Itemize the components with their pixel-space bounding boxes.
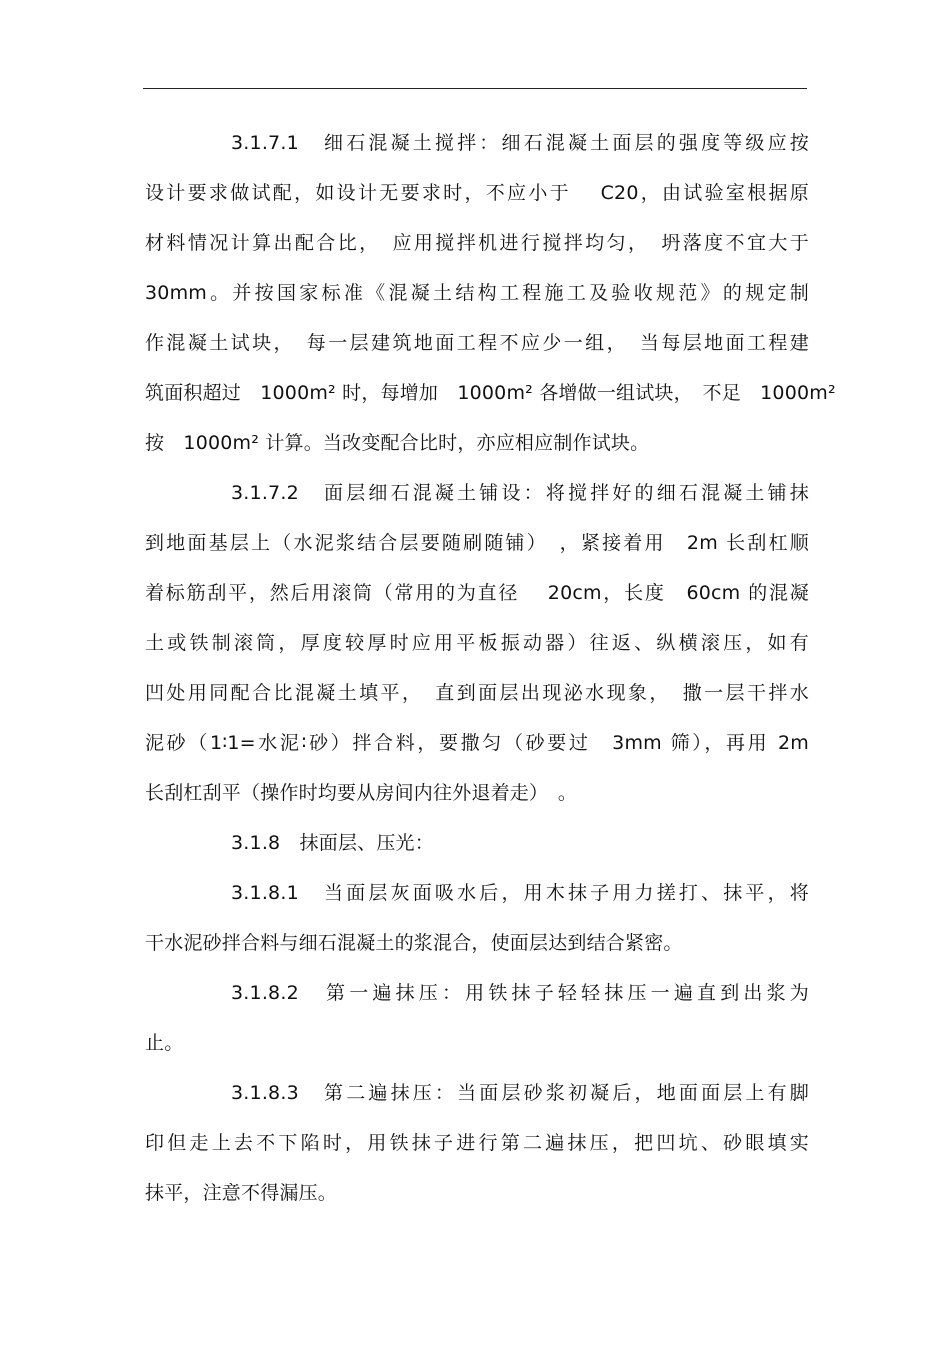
text-line: 3.1.8.2 第一遍抹压：用铁抹子轻轻抹压一遍直到出浆为 — [231, 982, 809, 1004]
text-line: 泥砂（1∶1=水泥∶砂）拌合料，要撒匀（砂要过 3mm 筛），再用 2m — [145, 732, 809, 754]
header-rule — [143, 88, 807, 89]
text-line: 到地面基层上（水泥浆结合层要随刷随铺） ，紧接着用 2m 长刮杠顺 — [145, 532, 809, 554]
text-line: 30mm。并按国家标准《混凝土结构工程施工及验收规范》的规定制 — [145, 282, 809, 304]
text-line: 筑面积超过 1000m² 时，每增加 1000m² 各增做一组试块， 不足 1000m² — [145, 382, 836, 404]
text-line: 设计要求做试配，如设计无要求时，不应小于 C20，由试验室根据原 — [145, 182, 809, 204]
text-line: 作混凝土试块， 每一层建筑地面工程不应少一组， 当每层地面工程建 — [145, 332, 809, 354]
text-line: 3.1.7.2 面层细石混凝土铺设：将搅拌好的细石混凝土铺抹 — [231, 482, 809, 504]
text-line: 按 1000m² 计算。当改变配合比时，亦应相应制作试块。 — [145, 432, 650, 454]
text-line: 3.1.8.3 第二遍抹压：当面层砂浆初凝后，地面面层上有脚 — [231, 1082, 809, 1104]
text-line: 3.1.7.1 细石混凝土搅拌：细石混凝土面层的强度等级应按 — [231, 132, 809, 154]
text-line: 3.1.8 抹面层、压光： — [231, 832, 434, 854]
document-body — [145, 118, 836, 1218]
text-line: 止。 — [145, 1032, 184, 1054]
text-line: 长刮杠刮平（操作时均要从房间内往外退着走） 。 — [145, 782, 578, 804]
text-line: 着标筋刮平，然后用滚筒（常用的为直径 20cm，长度 60cm 的混凝 — [145, 582, 809, 604]
text-line: 凹处用同配合比混凝土填平， 直到面层出现泌水现象， 撒一层干拌水 — [145, 682, 809, 704]
paragraph-p-3-1-7-2 — [145, 468, 809, 818]
text-line: 材料情况计算出配合比， 应用搅拌机进行搅拌均匀， 坍落度不宜大于 — [145, 232, 809, 254]
text-line: 抹平，注意不得漏压。 — [145, 1182, 338, 1204]
paragraph-p-3-1-8-2 — [145, 968, 809, 1068]
paragraph-p-3-1-8-1 — [145, 868, 809, 968]
text-line: 印但走上去不下陷时，用铁抹子进行第二遍抹压，把凹坑、砂眼填实 — [145, 1132, 809, 1154]
paragraph-p-3-1-7-1 — [145, 118, 836, 468]
text-line: 土或铁制滚筒，厚度较厚时应用平板振动器）往返、纵横滚压，如有 — [145, 632, 809, 654]
text-line: 干水泥砂拌合料与细石混凝土的浆混合，使面层达到结合紧密。 — [145, 932, 683, 954]
text-line: 3.1.8.1 当面层灰面吸水后，用木抹子用力搓打、抹平，将 — [231, 882, 809, 904]
paragraph-p-3-1-8-3 — [145, 1068, 809, 1218]
paragraph-p-3-1-8 — [145, 818, 809, 868]
